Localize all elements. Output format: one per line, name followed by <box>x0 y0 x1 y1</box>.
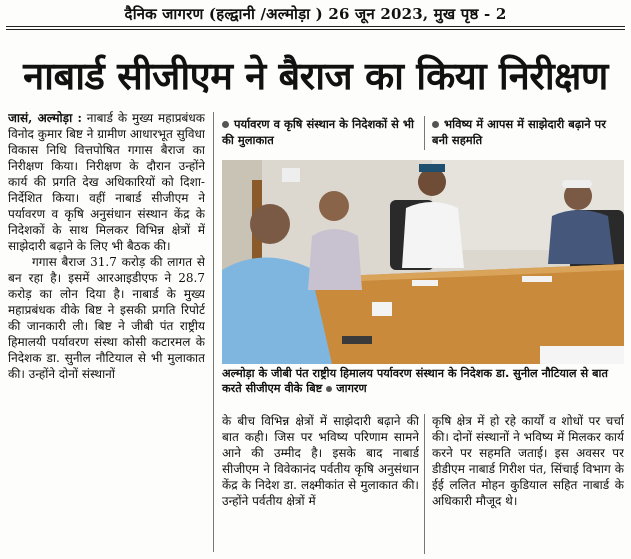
column-2-text: के बीच विभिन्न क्षेत्रों में साझेदारी बढ़ाने की बात कही। जिस पर भविष्य परिणाम सामने आने की उम्मीद है। इसके बाद नाबार्ड सीजीएम ने विवेकानंद पर्वतीय कृषि अनुसंधान केंद्र के निदेश डा. लक्ष्मीकांत से मुलाकात की। उन्होंने पर्वतीय क्षेत्रों में <box>222 414 419 508</box>
paragraph-1-text: नाबार्ड के मुख्य महाप्रबंधक विनोद कुमार बिष्ट ने ग्रामीण आधारभूत सुविधा विकास निधि वित्तपोषित गगास बैराज का निरीक्षण किया। निरीक्षण के दौरान उन्होंने कार्य की प्रगति देख अधिकारियों को दिशा-निर्देशित किया। वहीं नाबार्ड सीजीएम ने पर्यावरण व कृषि अनुसंधान संस्थान केंद्र के निदेशकों के साथ मिलकर विभिन्न क्षेत्रों में साझेदारी बढ़ाने के लिए भी बैठक की। <box>8 111 205 253</box>
caption-text: अल्मोड़ा के जीबी पंत राष्ट्रीय हिमालय पर्यावरण संस्थान के निदेशक डा. सुनील नौटियाल से बात करते सीजीएम वीके बिष्ट <box>222 367 608 395</box>
article-paragraph-1 <box>8 110 205 254</box>
subhead-2-text: भविष्य में आपस में साझेदारी बढ़ाने पर बनी सहमति <box>432 117 606 147</box>
bullet-icon <box>432 121 439 128</box>
column-divider <box>213 112 214 552</box>
article-column-1 <box>8 110 205 556</box>
masthead-rule <box>6 26 625 27</box>
masthead: दैनिक जागरण (हल्द्वानी /अल्मोड़ा ) 26 जून 2023, मुख पृष्ठ - 2 <box>124 5 507 23</box>
subhead-1 <box>222 116 418 148</box>
subhead-divider <box>424 116 425 150</box>
credit-bullet-icon <box>326 386 332 392</box>
article-paragraph-2: गगास बैराज 31.7 करोड़ की लागत से बन रहा है। इसमें आरआइडीएफ ने 28.7 करोड़ का लोन दिया है। नाबार्ड के मुख्य महाप्रबंधक वीके बिष्ट ने इसकी प्रगति रिपोर्ट की जानकारी ली। बिष्ट ने जीबी पंत राष्ट्रीय हिमालयी पर्यावरण संस्था कोसी कटारमल के निदेशक डा. सुनील नौटियाल से भी मुलाकात की। उन्होंने दोनों संस्थानों <box>8 255 205 381</box>
subhead-1-text: पर्यावरण व कृषि संस्थान के निदेशकों से भी की मुलाकात <box>222 117 414 147</box>
news-photo <box>222 160 624 364</box>
photo-caption <box>222 366 624 396</box>
meeting-photo-illustration <box>222 160 624 364</box>
masthead-rule-2 <box>6 29 625 30</box>
column-divider-2 <box>424 414 425 554</box>
column-3-text: कृषि क्षेत्र में हो रहे कार्यों व शोधों पर चर्चा की। दोनों संस्थानों ने भविष्य में मिलकर कार्य करने पर सहमति जताई। इस अवसर पर डीडीएम नाबार्ड गिरीश पंत, सिंचाई विभाग के ईई ललित मोहन कुडियाल सहित नाबार्ड के अधिकारी मौजूद थे। <box>432 414 624 508</box>
dateline: जासं, अल्मोड़ा : <box>8 111 82 125</box>
article-column-3 <box>432 413 624 556</box>
article-column-2 <box>222 413 419 556</box>
bullet-icon <box>222 121 229 128</box>
headline: नाबार्ड सीजीएम ने बैराज का किया निरीक्षण <box>23 54 608 98</box>
photo-credit: जागरण <box>336 382 367 395</box>
subhead-2 <box>432 116 622 148</box>
